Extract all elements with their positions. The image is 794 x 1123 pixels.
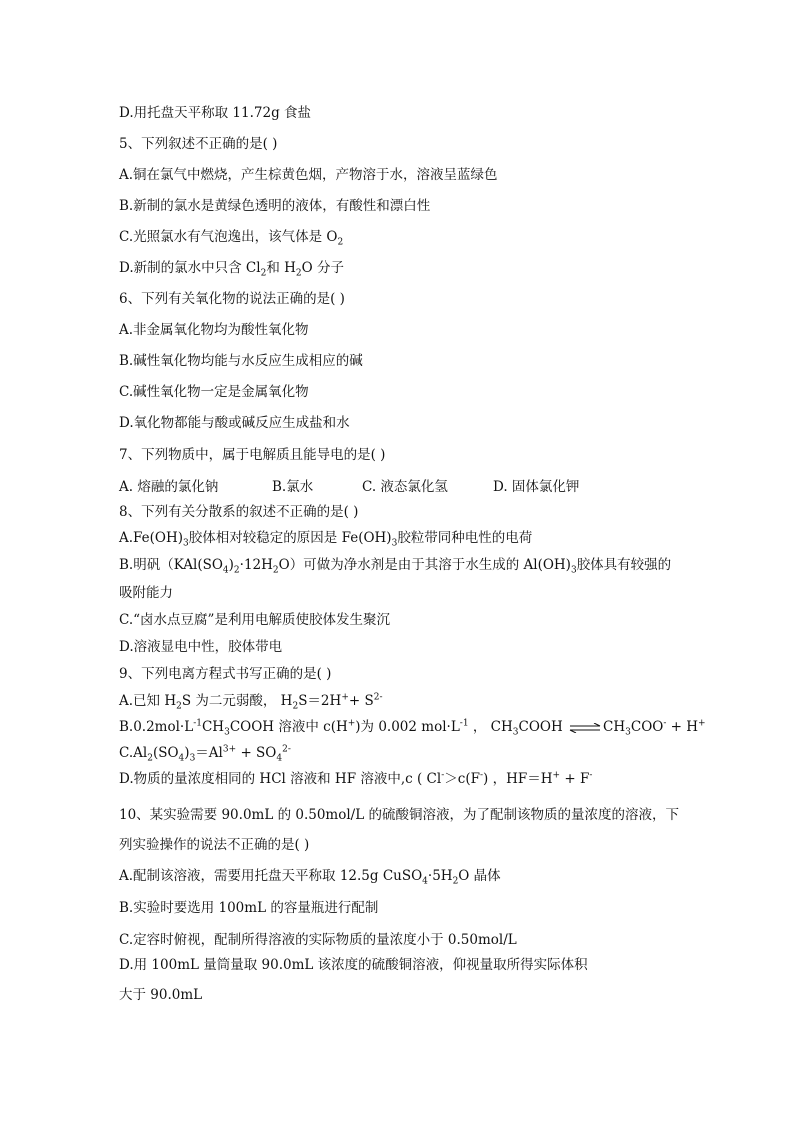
q5-option-c: C.光照氯水有气泡逸出，该气体是 $O_2$ [119, 229, 344, 248]
q10-option-c: C.定容时俯视，配制所得溶液的实际物质的量浓度小于 0.50mol/L [119, 932, 517, 948]
q5-option-d: D.新制的氯水中只含 $Cl_2$和 $H_2O$ 分子 [119, 260, 344, 279]
q10-option-d: D.用 100mL 量筒量取 90.0mL 该浓度的硫酸铜溶液，仰视量取所得实际体积 [119, 957, 588, 973]
q9-option-b: $B.0.2mol\cdot L^{-1}CH_3COOH$ 溶液中 c(H+)为 0.002 $mol\cdot L^{-1}$ ， $CH_3COOH$ $CH_3COO^- + H^+$ [119, 718, 706, 738]
q7-option-b: B.氯水 [272, 479, 314, 495]
q5-option-b: B.新制的氯水是黄绿色透明的液体，有酸性和漂白性 [119, 198, 431, 214]
question-8: 8、下列有关分散系的叙述不正确的是( ) [119, 504, 359, 520]
q9-option-c: $C.Al_2(SO_4)_3=Al^{3+} + SO_4^{2-}$ [119, 744, 291, 764]
q6-option-a: A.非金属氧化物均为酸性氧化物 [119, 322, 309, 338]
question-10: 10、某实验需要 90.0mL 的 0.50mol/L 的硫酸铜溶液，为了配制该物质的量浓度的溶液，下 [119, 807, 679, 823]
q6-option-d: D.氧化物都能与酸或碱反应生成盐和水 [119, 415, 350, 431]
q7-option-c: C. 液态氯化氢 [362, 479, 448, 495]
q7-option-a: A. 熔融的氯化钠 [119, 479, 219, 495]
q8-option-b: B.明矾$(KAl(SO_4)_2\cdot 12H_2O)$可做为净水剂是由于其溶于水生成的 $Al(OH)_3$胶体具有较强的 [119, 557, 672, 576]
q8-option-d: D.溶液显电中性，胶体带电 [119, 639, 283, 655]
question-6: 6、下列有关氧化物的说法正确的是( ) [119, 291, 345, 307]
q10-option-a: A.配制该溶液，需要用托盘天平称取 12.5g $CuSO_4\cdot 5H_2O$ 晶体 [119, 868, 501, 887]
q5-option-a: A.铜在氯气中燃烧，产生棕黄色烟，产物溶于水，溶液呈蓝绿色 [119, 167, 498, 183]
q6-option-c: C.碱性氧化物一定是金属氧化物 [119, 384, 309, 400]
q8-option-c: C.“卤水点豆腐”是利用电解质使胶体发生聚沉 [119, 612, 390, 628]
q6-option-b: B.碱性氧化物均能与水反应生成相应的碱 [119, 353, 363, 369]
question-10-continued: 列实验操作的说法不正确的是( ) [119, 837, 310, 853]
q8-option-b-continued: 吸附能力 [119, 585, 173, 601]
equilibrium-arrow-icon [567, 723, 603, 733]
q10-option-d-continued: 大于 90.0mL [119, 987, 203, 1003]
question-9: 9、下列电离方程式书写正确的是( ) [119, 666, 332, 682]
q4-option-d: D.用托盘天平称取 11.72g 食盐 [119, 105, 312, 121]
q10-option-b: B.实验时要选用 100mL 的容量瓶进行配制 [119, 900, 379, 916]
q9-option-a: A.已知 $H_2S$ 为二元弱酸， $H_2S=2H^++ S^{2-}$ [119, 692, 383, 712]
question-7: 7、下列物质中，属于电解质且能导电的是( ) [119, 447, 386, 463]
q9-option-d: D.物质的量浓度相同的 HCl 溶液和 HF 溶液中,c ( Cl-＞c(F-) ，HF＝H+ + F- [119, 770, 593, 787]
q8-option-a: $A.Fe(OH)_3$胶体相对较稳定的原因是 $Fe(OH)_3$胶粒带同种电性的电荷 [119, 530, 533, 549]
q7-option-d: D. 固体氯化钾 [493, 479, 580, 495]
question-5: 5、下列叙述不正确的是( ) [119, 136, 278, 152]
